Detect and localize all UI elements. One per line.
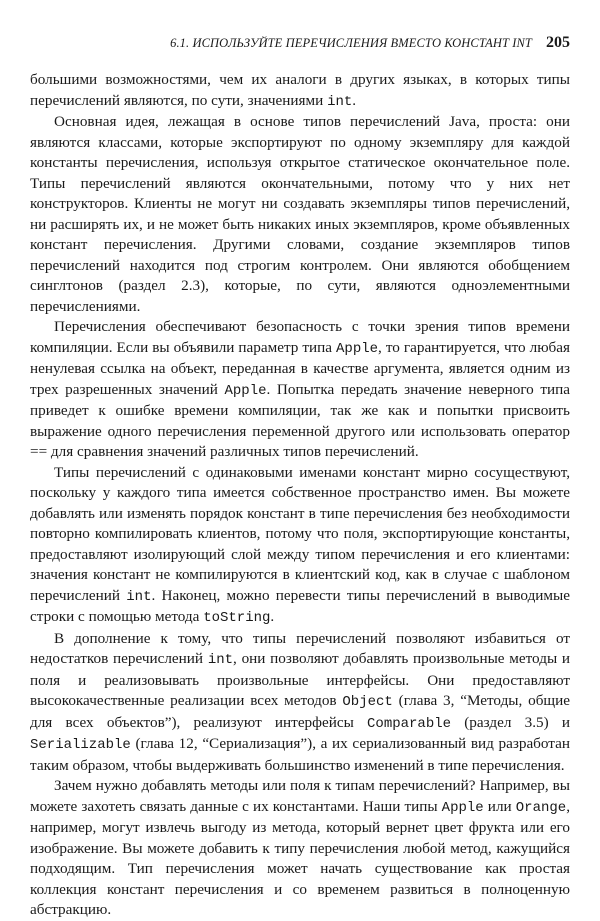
paragraph [30, 70, 570, 112]
paragraph [30, 112, 570, 317]
inline-code: Orange [515, 799, 567, 816]
inline-code: Apple [441, 799, 484, 816]
text-run: Перечисления обеспечивают безопасность с точки зрения типов времени компиляции. Если вы объявили параметр типа [30, 318, 570, 356]
page-header [30, 34, 570, 52]
text-run: В дополнение к тому, что типы перечислений позволяют избавиться от недостатков перечислений [30, 629, 570, 667]
body-text [30, 70, 570, 921]
inline-code: int [207, 652, 234, 668]
paragraph [30, 317, 570, 463]
inline-code: Object [342, 694, 393, 710]
text-run: (глава 3, “Методы, общие для всех объектов”), реализуют интерфейсы [30, 692, 570, 731]
text-run: (раздел 3.5) и [451, 713, 570, 731]
running-title: 6.1. ИСПОЛЬЗУЙТЕ ПЕРЕЧИСЛЕНИЯ ВМЕСТО КОНСТАНТ INT [170, 36, 532, 50]
paragraph [30, 629, 570, 777]
text-run: , например, могут извлечь выгоду из метода, который вернет цвет фрукта или его изображение. Вы можете добавить к типу перечисления любой метод, кажущийся подходящим. Тип перечисления может начать существование как простая коллекция констант перечисления и со временем развиться в полноценную абстракцию. [30, 797, 570, 918]
inline-code: Comparable [367, 715, 452, 732]
paragraph [30, 776, 570, 921]
text-run: . [270, 608, 275, 625]
text-run: , то гарантируется, что любая ненулевая ссылка на объект, переданная в качестве аргумента, является одним из трех разрешенных значений [30, 338, 570, 398]
inline-code: int [126, 588, 152, 605]
page-number: 205 [546, 34, 570, 51]
inline-code: int [327, 93, 353, 110]
text-run: . Попытка передать значение неверного типа приведет к ошибке времени компиляции, так же как и попытки присвоить выражение одного перечисления переменной другого или использовать оператор == для сравнения значений различных типов перечислений. [30, 380, 570, 460]
text-run: Зачем нужно добавлять методы или поля к типам перечислений? Например, вы можете захотеть связать данные с их константами. Наши типы [30, 777, 570, 815]
text-run: Типы перечислений с одинаковыми именами констант мирно сосуществуют, поскольку у каждого типа имеется собственное пространство имен. Вы можете добавлять или изменять порядок констант в типе перечисления без необходимости повторно компилировать клиентов, потому что поля, экспортирующие константы, предоставляют изолирующий слой между типом перечисления и его клиентами: значения констант не компилируются в клиентский код, как в случае с шаблоном перечислений [30, 463, 570, 604]
inline-code: toString [203, 610, 271, 626]
inline-code: Apple [336, 340, 379, 357]
inline-code: Serializable [30, 737, 131, 753]
inline-code: Apple [224, 382, 267, 399]
text-run: . [352, 91, 357, 109]
text-run: . Наконец, можно перевести типы перечислений в выводимые строки с помощью метода [30, 586, 570, 625]
text-run: большими возможностями, чем их аналоги в других языках, в которых типы перечислений являются, по сути, значениями [30, 71, 570, 109]
text-run: (глава 12, “Сериализация”), а их сериализованный вид разработан таким образом, чтобы выдерживать большинство изменений в типе перечисления. [30, 735, 570, 774]
text-run: Основная идея, лежащая в основе типов перечислений Java, проста: они являются классами, которые экспортируют по одному экземпляру для каждой константы перечисления, используя открытое статическое окончательное поле. Типы перечислений являются окончательными, потому что у них нет конструкторов. Клиенты не могут ни создавать экземпляры типов перечислений, ни расширять их, и не может быть никаких иных экземпляров, кроме объявленных констант перечисления. Другими словами, создание экземпляров типов перечислений находится под строгим контролем. Они являются обобщением синглтонов (раздел 2.3), которые, по сути, являются одноэлементными перечислениями. [30, 113, 570, 315]
text-run: или [483, 797, 516, 815]
text-run: , они позволяют добавлять произвольные методы и поля и реализовывать произвольные интерфейсы. Они предоставляют высококачественные реализации всех методов [30, 650, 571, 709]
paragraph [30, 463, 570, 629]
